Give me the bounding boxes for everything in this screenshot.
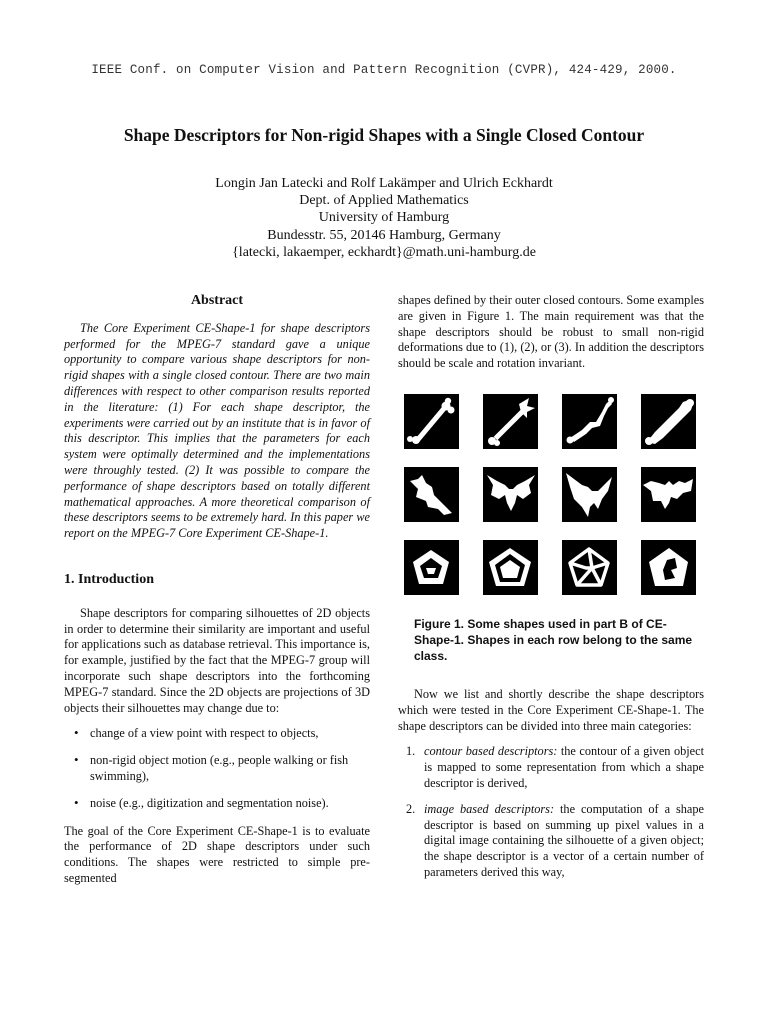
bullet-icon: • xyxy=(74,725,79,741)
bone-shape-3 xyxy=(562,394,617,449)
paper-title: Shape Descriptors for Non-rigid Shapes with a Single Closed Contour xyxy=(123,125,645,145)
category-list xyxy=(398,744,704,880)
list-item: 2. image based descriptors: the computation of a shape descriptor is based on summing up pixel values in a digital image containing the silhouette of a given object; the shape descriptor is a vector of a certain number of parameters derived this way, xyxy=(406,801,704,879)
author-university: University of Hamburg xyxy=(318,210,450,226)
pentagon-shape-1 xyxy=(404,540,459,595)
conference-header: IEEE Conf. on Computer Vision and Pattern Recognition (CVPR), 424-429, 2000. xyxy=(91,63,677,77)
bullet-icon: • xyxy=(74,794,79,810)
right-column xyxy=(398,293,704,372)
author-dept: Dept. of Applied Mathematics xyxy=(299,193,469,209)
bullet-icon: • xyxy=(74,752,79,768)
right-column-lower xyxy=(398,687,704,891)
list-item: 1. contour based descriptors: the contour of a given object is mapped to some representation from which a shape descriptor is derived, xyxy=(406,744,704,790)
pentagon-shape-4 xyxy=(641,540,696,595)
figure-caption: Figure 1. Some shapes used in part B of CE-Shape-1. Shapes in each row belong to the same class. xyxy=(414,617,693,663)
list-item: • change of a view point with respect to objects, xyxy=(74,725,319,741)
bone-shape-4 xyxy=(641,394,696,449)
list-item: • non-rigid object motion (e.g., people walking or fish swimming), xyxy=(74,752,349,783)
figure-1 xyxy=(404,394,704,594)
bullet-list xyxy=(64,726,370,811)
author-address: Bundesstr. 55, 20146 Hamburg, Germany xyxy=(267,227,501,243)
right-paragraph-2: Now we list and shortly describe the shape descriptors which were tested in the Core Experiment CE-Shape-1. The shape descriptors can be divided into three main categories: xyxy=(398,687,704,733)
author-email: {latecki, lakaemper, eckhardt}@math.uni-hamburg.de xyxy=(232,244,536,260)
pentagon-shape-3 xyxy=(562,540,617,595)
bat-shape-2 xyxy=(483,467,538,522)
intro-paragraph-2: The goal of the Core Experiment CE-Shape-1 is to evaluate the performance of 2D shape descriptors under such conditions. The shapes were restricted to simple pre-segmented xyxy=(64,823,370,885)
author-block xyxy=(60,175,708,261)
author-names: Longin Jan Latecki and Rolf Lakämper and Ulrich Eckhardt xyxy=(215,176,553,191)
abstract-text: The Core Experiment CE-Shape-1 for shape descriptors performed for the MPEG-7 standard gave a unique opportunity to compare various shape descriptors for non-rigid shapes with a single closed contour. There are two main differences with respect to other comparison results reported in the literature: (1) For each shape descriptor, the experiments were carried out by an institute that is in favor of this descriptor. This implies that the parameters for each system were optimally determined and the implementations were throughly tested. (2) It was possible to compare the performance of shape descriptors based on totally different mathematical approaches. A more theoretical comparison of these descriptors seems to be extremely hard. In this paper we report on the MPEG-7 Core Experiment CE-Shape-1. xyxy=(64,320,370,541)
bone-shape-1 xyxy=(404,394,459,449)
bat-shape-4 xyxy=(641,467,696,522)
left-column xyxy=(64,293,370,887)
bat-shape-3 xyxy=(562,467,617,522)
intro-heading: 1. Introduction xyxy=(64,571,154,587)
bone-shape-2 xyxy=(483,394,538,449)
pentagon-shape-2 xyxy=(483,540,538,595)
list-item: • noise (e.g., digitization and segmentation noise). xyxy=(74,794,329,810)
right-paragraph-1: shapes defined by their outer closed contours. Some examples are given in Figure 1. The main requirement was that the shape descriptors should be robust to small non-rigid deformations due to (1), (2), or (3). In addition the descriptors should be scale and rotation invariant. xyxy=(398,293,704,371)
abstract-heading: Abstract xyxy=(190,293,244,308)
intro-paragraph-1: Shape descriptors for comparing silhouettes of 2D objects in order to determine their similarity are important and useful for applications such as database retrieval. This importance is, for example, justified by the fact that the MPEG-7 group will incorporate such shape descriptors into the forthcoming MPEG-7 standard. Since the 2D objects are projections of 3D objects their silhouettes may change due to: xyxy=(64,605,370,715)
bat-shape-1 xyxy=(404,467,459,522)
